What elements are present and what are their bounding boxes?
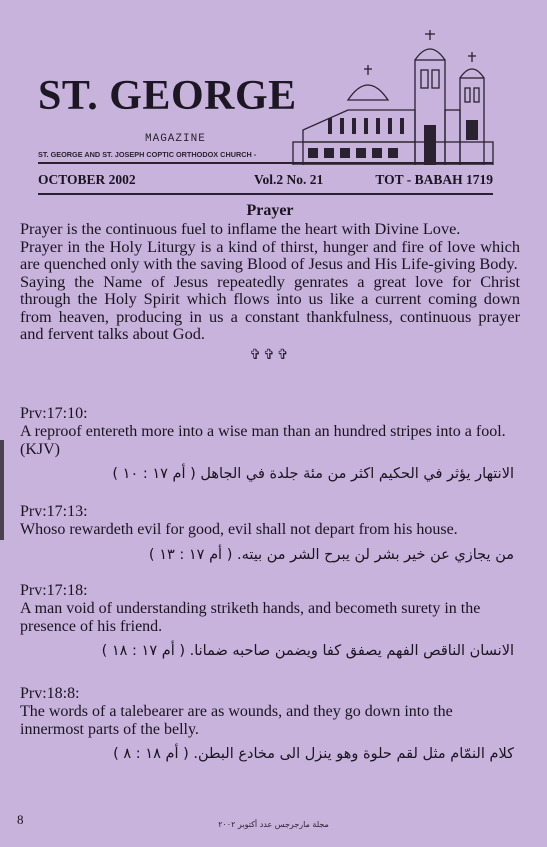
verse-english: Whoso rewardeth evil for good, evil shall not depart from his house. [20,521,458,538]
verse-block [20,578,520,661]
verse-arabic: كلام النمّام مثل لقم حلوة وهو ينزل الى مخادع البطن. ( أم ١٨ : ٨ ) [113,746,514,762]
church-name: ST. GEORGE AND ST. JOSEPH COPTIC ORTHODOX CHURCH - [38,150,257,159]
verse-arabic: الانسان الناقص الفهم يصفق كفا ويضمن صاحبه ضمانا. ( أم ١٧ : ١٨ ) [101,643,514,659]
page-number: 8 [17,812,24,827]
coptic-date: TOT - BABAH 1719 [375,172,493,187]
verse-block [20,401,520,484]
article-paragraph: Prayer is the continuous fuel to inflame the heart with Divine Love. [20,219,461,238]
article [20,201,520,368]
verse-reference: Prv:17:13: [20,503,88,520]
verse-reference: Prv:17:10: [20,405,88,422]
verse-arabic: من يجازي عن خير بشر لن يبرح الشر من بيته. ( أم ١٧ : ١٣ ) [148,546,514,563]
cross-separator: ✞✞✞ [249,347,291,363]
binding-mark [0,440,4,540]
verse-reference: Prv:17:18: [20,582,88,599]
verse-arabic: الانتهار يؤثر في الحكيم اكثر من مئة جلدة في الجاهل ( أم ١٧ : ١٠ ) [112,466,514,482]
issue-info-bar [38,170,493,190]
verse-reference: Prv:18:8: [20,685,80,702]
article-paragraph: Saying the Name of Jesus repeatedly genrates a great love for Christ through the Holy Spirit which flows into us like a current coming down from heaven, producing in us a constant thankfulness, continuous prayer and fervent talks about God. [20,271,520,343]
article-paragraph: Prayer in the Holy Liturgy is a kind of thirst, hunger and fire of love which are quenched only with the saving Blood of Jesus and His Life-giving Body. [20,236,520,273]
verse-block [20,499,520,565]
verse-block [20,681,520,764]
magazine-subtitle: MAGAZINE [145,133,206,145]
magazine-title: ST. GEORGE [38,73,297,119]
verse-english: A reproof entereth more into a wise man than an hundred stripes into a fool. (KJV) [20,423,506,458]
verse-english: A man void of understanding striketh hands, and becometh surety in the presence of his friend. [20,600,481,635]
verse-english: The words of a talebearer are as wounds, and they go down into the innermost parts of the belly. [20,703,453,738]
church-illustration [288,30,498,165]
footer-caption: مجلة مارجرجس عدد أكتوبر ٢٠٠٢ [218,820,329,829]
header-bottom-rule [38,193,493,195]
issue-date: OCTOBER 2002 [38,172,136,187]
issue-volume: Vol.2 No. 21 [254,172,324,187]
article-title: Prayer [246,202,294,219]
header-top-rule [38,162,493,164]
